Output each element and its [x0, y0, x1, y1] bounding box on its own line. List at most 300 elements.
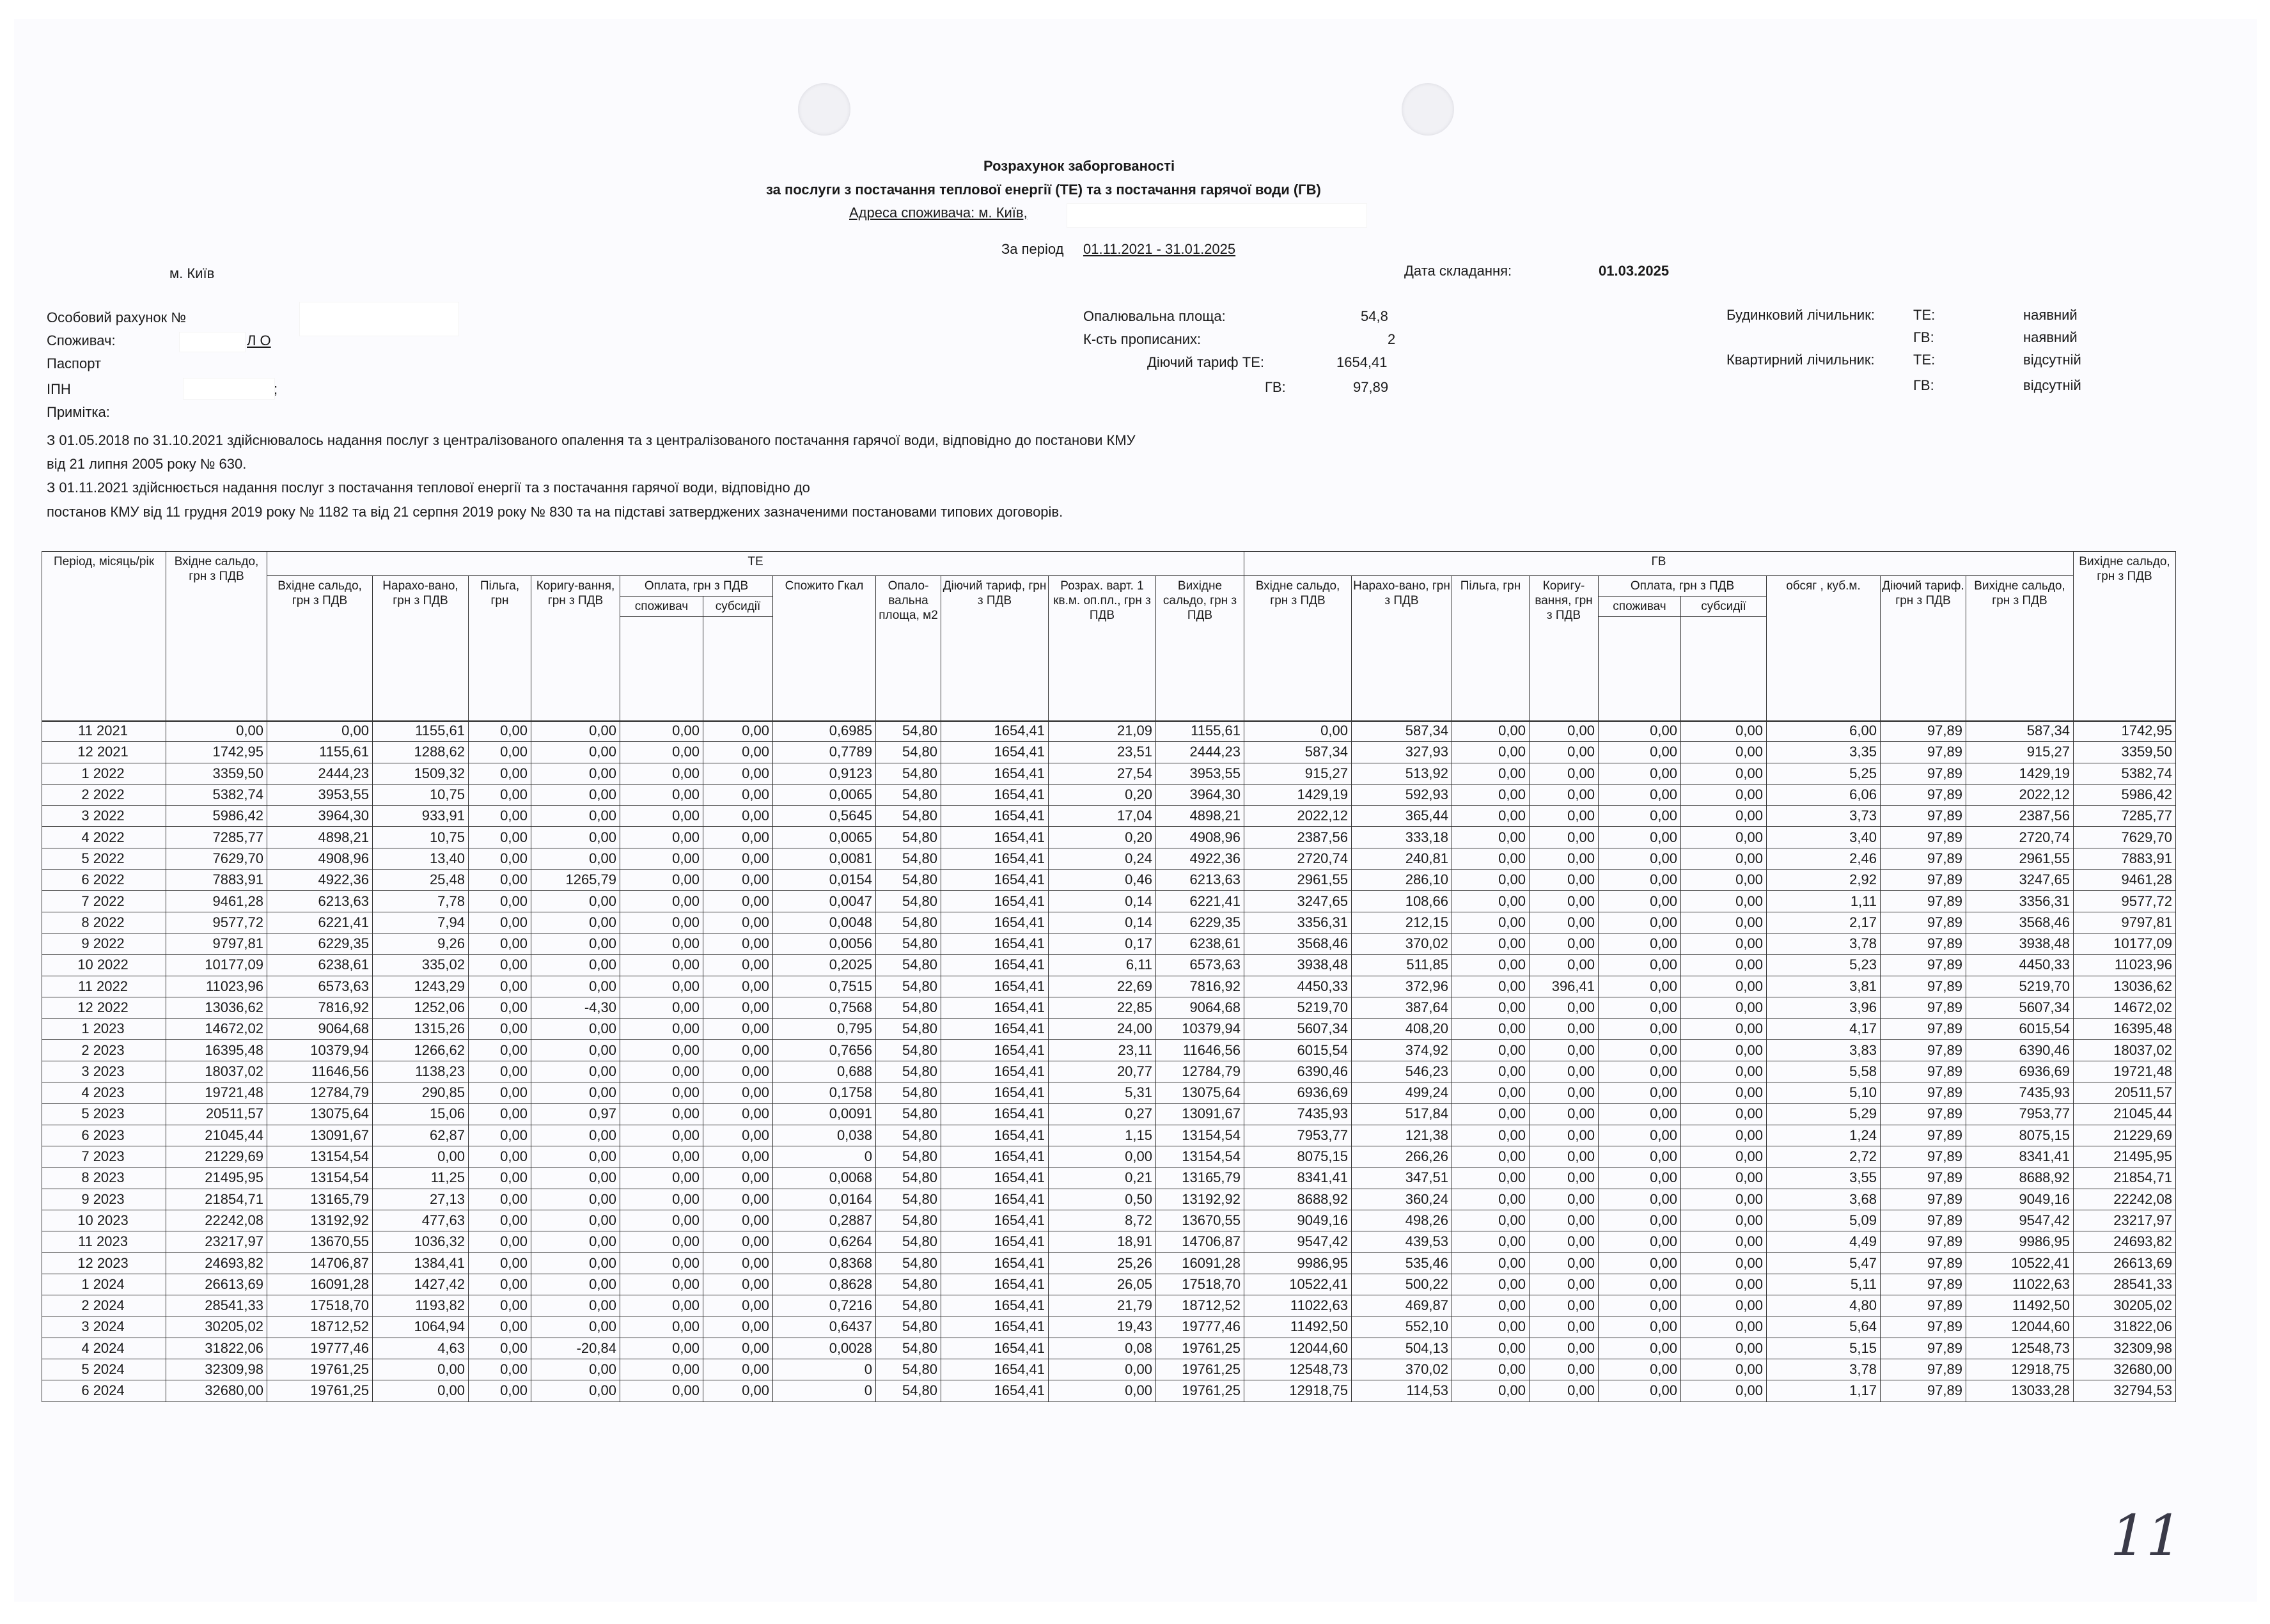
table-cell: 0,00 — [1452, 721, 1530, 742]
table-cell: 0,00 — [1452, 827, 1530, 848]
ipn-suffix: ; — [274, 381, 278, 397]
table-cell: 0,00 — [1530, 848, 1599, 869]
table-row — [42, 1253, 2176, 1274]
table-cell: 0,00 — [1452, 1082, 1530, 1104]
table-cell: 0,00 — [1530, 784, 1599, 805]
table-cell: 32309,98 — [2074, 1338, 2176, 1359]
table-cell: 21495,95 — [2074, 1146, 2176, 1167]
table-header — [42, 551, 2176, 722]
table-cell: 0,00 — [531, 784, 620, 805]
table-cell: 9461,28 — [2074, 870, 2176, 891]
table-cell: 54,80 — [876, 1295, 941, 1316]
table-cell: 97,89 — [1881, 933, 1966, 954]
table-cell: 13154,54 — [1156, 1146, 1244, 1167]
table-cell: 28541,33 — [166, 1295, 267, 1316]
table-cell: 0,6985 — [773, 721, 876, 742]
table-row — [42, 912, 2176, 933]
table-cell: 18712,52 — [1156, 1295, 1244, 1316]
table-cell: 20511,57 — [2074, 1082, 2176, 1104]
table-cell: 10177,09 — [166, 955, 267, 976]
table-cell: 0,00 — [1599, 891, 1681, 912]
table-cell: 0,00 — [469, 1231, 531, 1253]
table-cell: 587,34 — [1966, 721, 2074, 742]
table-cell: 18712,52 — [267, 1316, 373, 1338]
table-cell: 24,00 — [1049, 1019, 1156, 1040]
table-cell: 97,89 — [1881, 742, 1966, 763]
registered-value: 2 — [1388, 331, 1396, 347]
header-gv-tariff: Діючий тариф. грн з ПДВ — [1881, 576, 1966, 722]
table-cell: 5,11 — [1767, 1274, 1881, 1295]
table-cell: 22242,08 — [2074, 1189, 2176, 1210]
table-cell: 13165,79 — [1156, 1167, 1244, 1189]
table-cell: 372,96 — [1352, 976, 1452, 997]
table-cell: 0,00 — [620, 848, 703, 869]
table-cell: 0,00 — [1452, 763, 1530, 784]
table-cell: 3938,48 — [1244, 955, 1352, 976]
table-cell: 396,41 — [1530, 976, 1599, 997]
table-cell: 0,00 — [620, 891, 703, 912]
table-cell: 54,80 — [876, 784, 941, 805]
table-cell: 7883,91 — [166, 870, 267, 891]
apartment-te-value: відсутній — [2023, 352, 2081, 368]
table-cell: 26,05 — [1049, 1274, 1156, 1295]
table-cell: 1429,19 — [1244, 784, 1352, 805]
table-cell: 22242,08 — [166, 1210, 267, 1231]
table-cell: 0,00 — [1599, 1061, 1681, 1082]
table-cell: 517,84 — [1352, 1104, 1452, 1125]
table-cell: 0,00 — [469, 997, 531, 1018]
table-cell: 0,8628 — [773, 1274, 876, 1295]
table-cell: 0,00 — [469, 848, 531, 869]
table-row — [42, 870, 2176, 891]
table-cell: 2444,23 — [267, 763, 373, 784]
table-cell: 0,00 — [469, 1125, 531, 1146]
table-cell: 6936,69 — [1244, 1082, 1352, 1104]
table-cell: 97,89 — [1881, 1019, 1966, 1040]
table-cell: 11646,56 — [1156, 1040, 1244, 1061]
table-cell: 0,00 — [1599, 763, 1681, 784]
building-meter-label: Будинковий лічильник: — [1726, 307, 1875, 323]
table-cell: 5986,42 — [2074, 784, 2176, 805]
cell-period: 3 2024 — [42, 1316, 166, 1338]
table-cell: 3,83 — [1767, 1040, 1881, 1061]
table-cell: 0,00 — [531, 848, 620, 869]
table-cell: 16091,28 — [267, 1274, 373, 1295]
document-title: Розрахунок заборгованості — [983, 158, 1175, 174]
table-cell: 97,89 — [1881, 1146, 1966, 1167]
table-cell: 97,89 — [1881, 1253, 1966, 1274]
table-cell: 0,00 — [531, 1274, 620, 1295]
cell-period: 11 2021 — [42, 721, 166, 742]
table-cell: 0,00 — [1599, 1040, 1681, 1061]
table-cell: 97,89 — [1881, 912, 1966, 933]
table-cell: 0,0164 — [773, 1189, 876, 1210]
table-cell: 0,00 — [1599, 1189, 1681, 1210]
table-cell: 0,00 — [1452, 1274, 1530, 1295]
table-cell: 0,00 — [1681, 1125, 1767, 1146]
table-cell: 9461,28 — [166, 891, 267, 912]
table-cell: 0,6264 — [773, 1231, 876, 1253]
table-cell: 54,80 — [876, 933, 941, 954]
table-cell: 1654,41 — [941, 976, 1049, 997]
table-cell: 97,89 — [1881, 1082, 1966, 1104]
table-cell: 9,26 — [373, 933, 469, 954]
table-cell: 0,00 — [531, 1189, 620, 1210]
table-cell: 6238,61 — [267, 955, 373, 976]
table-cell: 97,89 — [1881, 955, 1966, 976]
cell-period: 10 2023 — [42, 1210, 166, 1231]
table-cell: 0,00 — [469, 1338, 531, 1359]
table-cell: -20,84 — [531, 1338, 620, 1359]
table-cell: 1654,41 — [941, 1061, 1049, 1082]
redacted-consumer — [179, 332, 246, 352]
table-cell: 26613,69 — [2074, 1253, 2176, 1274]
table-cell: 370,02 — [1352, 933, 1452, 954]
table-cell: 915,27 — [1966, 742, 2074, 763]
table-row — [42, 1061, 2176, 1082]
table-cell: 0,00 — [469, 1295, 531, 1316]
table-cell: 54,80 — [876, 763, 941, 784]
table-cell: 0,00 — [703, 827, 773, 848]
table-cell: 387,64 — [1352, 997, 1452, 1018]
table-cell: 3356,31 — [1244, 912, 1352, 933]
table-cell: 19721,48 — [166, 1082, 267, 1104]
table-cell: 7629,70 — [2074, 827, 2176, 848]
table-cell: 513,92 — [1352, 763, 1452, 784]
table-cell: 0,00 — [469, 1316, 531, 1338]
table-cell: 0,00 — [469, 1167, 531, 1189]
table-cell: 0,00 — [703, 1316, 773, 1338]
table-cell: 0,00 — [1599, 721, 1681, 742]
header-blank — [1681, 617, 1767, 722]
table-cell: 54,80 — [876, 1040, 941, 1061]
table-cell: 0,00 — [469, 1380, 531, 1401]
table-cell: 17,04 — [1049, 806, 1156, 827]
table-cell: 0,00 — [1681, 1253, 1767, 1274]
cell-period: 8 2023 — [42, 1167, 166, 1189]
table-cell: 13670,55 — [267, 1231, 373, 1253]
table-cell: 0,00 — [703, 891, 773, 912]
table-cell: 0,00 — [1530, 763, 1599, 784]
table-cell: 0,00 — [1530, 1210, 1599, 1231]
table-cell: 6213,63 — [1156, 870, 1244, 891]
table-cell: 0,00 — [1452, 912, 1530, 933]
table-cell: 6221,41 — [1156, 891, 1244, 912]
table-cell: 97,89 — [1881, 1104, 1966, 1125]
table-cell: 21,09 — [1049, 721, 1156, 742]
table-cell: 0,00 — [469, 763, 531, 784]
table-cell: 0,00 — [1244, 721, 1352, 742]
table-cell: 0,6437 — [773, 1316, 876, 1338]
table-cell: 97,89 — [1881, 1125, 1966, 1146]
table-row — [42, 827, 2176, 848]
table-cell: 0,00 — [620, 1167, 703, 1189]
table-cell: 0,00 — [1452, 1253, 1530, 1274]
table-cell: 3,81 — [1767, 976, 1881, 997]
table-cell: 20511,57 — [166, 1104, 267, 1125]
table-cell: 0,00 — [531, 1359, 620, 1380]
header-te-benefit: Пільга, грн — [469, 576, 531, 722]
table-cell: 54,80 — [876, 1380, 941, 1401]
table-cell: 4450,33 — [1244, 976, 1352, 997]
table-cell: 97,89 — [1881, 763, 1966, 784]
table-cell: 13036,62 — [2074, 976, 2176, 997]
table-row — [42, 1146, 2176, 1167]
table-cell: 0,1758 — [773, 1082, 876, 1104]
table-cell: 0,00 — [531, 912, 620, 933]
table-cell: 114,53 — [1352, 1380, 1452, 1401]
tariff-te-value: 1654,41 — [1336, 354, 1388, 370]
table-cell: 0,00 — [531, 891, 620, 912]
table-cell: 0,00 — [620, 1295, 703, 1316]
table-cell: 0,00 — [1530, 997, 1599, 1018]
table-cell: 408,20 — [1352, 1019, 1452, 1040]
table-cell: 0,00 — [1599, 1295, 1681, 1316]
table-cell: 12044,60 — [1244, 1338, 1352, 1359]
table-cell: 5,29 — [1767, 1104, 1881, 1125]
table-cell: 3953,55 — [1156, 763, 1244, 784]
table-cell: 0,00 — [469, 1189, 531, 1210]
table-cell: 0,00 — [1049, 1380, 1156, 1401]
table-cell: 0,00 — [1681, 1061, 1767, 1082]
apartment-te-label: ТЕ: — [1913, 352, 1936, 368]
table-cell: 12044,60 — [1966, 1316, 2074, 1338]
table-cell: 54,80 — [876, 848, 941, 869]
table-cell: 0,00 — [1452, 1380, 1530, 1401]
table-cell: 54,80 — [876, 1316, 941, 1338]
table-cell: 1654,41 — [941, 933, 1049, 954]
table-cell: 97,89 — [1881, 997, 1966, 1018]
table-row — [42, 1125, 2176, 1146]
table-cell: 0,00 — [1452, 1061, 1530, 1082]
table-cell: 25,26 — [1049, 1253, 1156, 1274]
table-cell: 1654,41 — [941, 891, 1049, 912]
table-cell: 2,46 — [1767, 848, 1881, 869]
table-cell: 0,688 — [773, 1061, 876, 1082]
table-cell: 1,15 — [1049, 1125, 1156, 1146]
table-cell: 587,34 — [1244, 742, 1352, 763]
table-cell: 7285,77 — [2074, 806, 2176, 827]
table-cell: 0,00 — [1452, 806, 1530, 827]
table-cell: 0,00 — [469, 933, 531, 954]
table-cell: 0,00 — [1530, 806, 1599, 827]
table-cell: 0,00 — [531, 1146, 620, 1167]
cell-period: 5 2023 — [42, 1104, 166, 1125]
table-cell: 23,11 — [1049, 1040, 1156, 1061]
cell-period: 4 2024 — [42, 1338, 166, 1359]
table-cell: 1654,41 — [941, 1104, 1049, 1125]
cell-period: 12 2022 — [42, 997, 166, 1018]
table-cell: 0,00 — [1452, 1146, 1530, 1167]
table-cell: 54,80 — [876, 827, 941, 848]
table-cell: 10379,94 — [267, 1040, 373, 1061]
table-cell: 4922,36 — [1156, 848, 1244, 869]
cell-period: 9 2022 — [42, 933, 166, 954]
table-cell: 0,00 — [620, 976, 703, 997]
table-cell: 0,00 — [1452, 997, 1530, 1018]
table-cell: 21495,95 — [166, 1167, 267, 1189]
table-cell: 0,00 — [1452, 1040, 1530, 1061]
table-cell: 0,00 — [1681, 848, 1767, 869]
header-blank — [620, 617, 703, 722]
table-cell: 0,00 — [1681, 806, 1767, 827]
table-cell: 1742,95 — [2074, 721, 2176, 742]
table-cell: 97,89 — [1881, 827, 1966, 848]
table-cell: 0,7216 — [773, 1295, 876, 1316]
table-cell: 0,00 — [1530, 742, 1599, 763]
table-cell: 13165,79 — [267, 1189, 373, 1210]
header-te-consumed: Спожито Гкал — [773, 576, 876, 722]
header-gv-volume: обсяг , куб.м. — [1767, 576, 1881, 722]
table-cell: 1654,41 — [941, 1316, 1049, 1338]
table-cell: 0,00 — [1599, 1274, 1681, 1295]
table-cell: 0,00 — [1452, 1189, 1530, 1210]
table-cell: 0,00 — [531, 955, 620, 976]
table-cell: 0,00 — [620, 1019, 703, 1040]
table-row — [42, 891, 2176, 912]
table-cell: 535,46 — [1352, 1253, 1452, 1274]
table-cell: 0,00 — [469, 1146, 531, 1167]
table-cell: 54,80 — [876, 1146, 941, 1167]
table-cell: 0,00 — [620, 742, 703, 763]
table-cell: 5219,70 — [1966, 976, 2074, 997]
cell-period: 1 2024 — [42, 1274, 166, 1295]
table-cell: 0,00 — [373, 1146, 469, 1167]
table-cell: 1,11 — [1767, 891, 1881, 912]
table-cell: 1742,95 — [166, 742, 267, 763]
header-te-unit-cost: Розрах. варт. 1 кв.м. оп.пл., грн з ПДВ — [1049, 576, 1156, 722]
table-cell: 0,00 — [1452, 1338, 1530, 1359]
table-cell: 1654,41 — [941, 997, 1049, 1018]
table-cell: 1654,41 — [941, 1274, 1049, 1295]
table-row — [42, 1338, 2176, 1359]
debt-table — [42, 720, 2176, 1402]
table-row — [42, 1189, 2176, 1210]
cell-period: 7 2022 — [42, 891, 166, 912]
table-cell: 19721,48 — [2074, 1061, 2176, 1082]
table-cell: 0,00 — [1681, 1104, 1767, 1125]
table-cell: 54,80 — [876, 891, 941, 912]
table-row — [42, 1231, 2176, 1253]
table-cell: 0,00 — [469, 827, 531, 848]
table-cell: 0,00 — [1452, 891, 1530, 912]
table-cell: 0,00 — [531, 1082, 620, 1104]
table-cell: 0,00 — [703, 1104, 773, 1125]
table-cell: 97,89 — [1881, 1061, 1966, 1082]
table-row — [42, 742, 2176, 763]
table-row — [42, 1082, 2176, 1104]
apartment-meter-label: Квартирний лічильник: — [1726, 352, 1875, 368]
table-cell: 1064,94 — [373, 1316, 469, 1338]
table-cell: 54,80 — [876, 1359, 941, 1380]
table-cell: 0,00 — [469, 1104, 531, 1125]
table-cell: 0,00 — [620, 1125, 703, 1146]
table-cell: 0,00 — [1452, 976, 1530, 997]
table-cell: 13091,67 — [267, 1125, 373, 1146]
table-cell: 0,00 — [1599, 806, 1681, 827]
table-cell: 0,00 — [1530, 1316, 1599, 1338]
table-cell: 5382,74 — [2074, 763, 2176, 784]
table-cell: 9064,68 — [267, 1019, 373, 1040]
table-cell: 0,21 — [1049, 1167, 1156, 1189]
table-cell: 5607,34 — [1244, 1019, 1352, 1040]
table-cell: 62,87 — [373, 1125, 469, 1146]
table-cell: 12918,75 — [1244, 1380, 1352, 1401]
table-cell: 0,00 — [469, 1274, 531, 1295]
header-opening: Вхідне сальдо, грн з ПДВ — [166, 552, 267, 722]
table-cell: 0,14 — [1049, 891, 1156, 912]
table-cell: 0,97 — [531, 1104, 620, 1125]
table-cell: 3,78 — [1767, 1359, 1881, 1380]
table-cell: 0,00 — [703, 1210, 773, 1231]
table-cell: 0,7568 — [773, 997, 876, 1018]
table-cell: 0,00 — [1681, 742, 1767, 763]
date-value: 01.03.2025 — [1599, 263, 1670, 279]
table-cell: 0,00 — [1452, 1167, 1530, 1189]
table-cell: 0,00 — [469, 1253, 531, 1274]
table-cell: 21229,69 — [166, 1146, 267, 1167]
table-cell: 0,00 — [1599, 870, 1681, 891]
table-cell: 4922,36 — [267, 870, 373, 891]
table-cell: 10,75 — [373, 784, 469, 805]
table-cell: 0,00 — [1681, 1189, 1767, 1210]
table-cell: 54,80 — [876, 1019, 941, 1040]
table-cell: 0,17 — [1049, 933, 1156, 954]
table-cell: 0,00 — [703, 784, 773, 805]
table-cell: 0,00 — [1452, 1019, 1530, 1040]
table-row — [42, 848, 2176, 869]
table-cell: 0,00 — [1530, 870, 1599, 891]
table-cell: 27,13 — [373, 1189, 469, 1210]
table-cell: 97,89 — [1881, 848, 1966, 869]
table-cell: 54,80 — [876, 997, 941, 1018]
table-cell: 14706,87 — [267, 1253, 373, 1274]
period-value: 01.11.2021 - 31.01.2025 — [1083, 241, 1236, 257]
table-cell: 2387,56 — [1966, 806, 2074, 827]
table-cell: 0 — [773, 1359, 876, 1380]
table-cell: 54,80 — [876, 870, 941, 891]
table-cell: 0,00 — [1681, 1040, 1767, 1061]
table-cell: 1193,82 — [373, 1295, 469, 1316]
table-cell: 240,81 — [1352, 848, 1452, 869]
table-cell: 0,00 — [703, 742, 773, 763]
table-cell: 0,00 — [620, 1061, 703, 1082]
table-cell: 12548,73 — [1966, 1338, 2074, 1359]
table-cell: 1288,62 — [373, 742, 469, 763]
table-cell: 0,00 — [1599, 1082, 1681, 1104]
table-cell: 0,00 — [703, 870, 773, 891]
table-cell: 19761,25 — [1156, 1380, 1244, 1401]
table-cell: 0,0056 — [773, 933, 876, 954]
table-cell: 0,00 — [1452, 1295, 1530, 1316]
table-cell: 0,00 — [1530, 1125, 1599, 1146]
table-cell: 5986,42 — [166, 806, 267, 827]
table-cell: 0,00 — [1599, 1231, 1681, 1253]
table-cell: 8341,41 — [1966, 1146, 2074, 1167]
table-cell: 0,00 — [1599, 912, 1681, 933]
table-cell: 97,89 — [1881, 784, 1966, 805]
table-cell: 0,00 — [1452, 742, 1530, 763]
table-cell: 0,0154 — [773, 870, 876, 891]
table-cell: 1654,41 — [941, 1082, 1049, 1104]
registered-label: К-сть прописаних: — [1083, 331, 1202, 347]
table-cell: 24693,82 — [2074, 1231, 2176, 1253]
table-cell: 1654,41 — [941, 742, 1049, 763]
table-cell: 5,31 — [1049, 1082, 1156, 1104]
table-cell: 5,25 — [1767, 763, 1881, 784]
table-cell: 1,17 — [1767, 1380, 1881, 1401]
building-te-value: наявний — [2023, 307, 2078, 323]
